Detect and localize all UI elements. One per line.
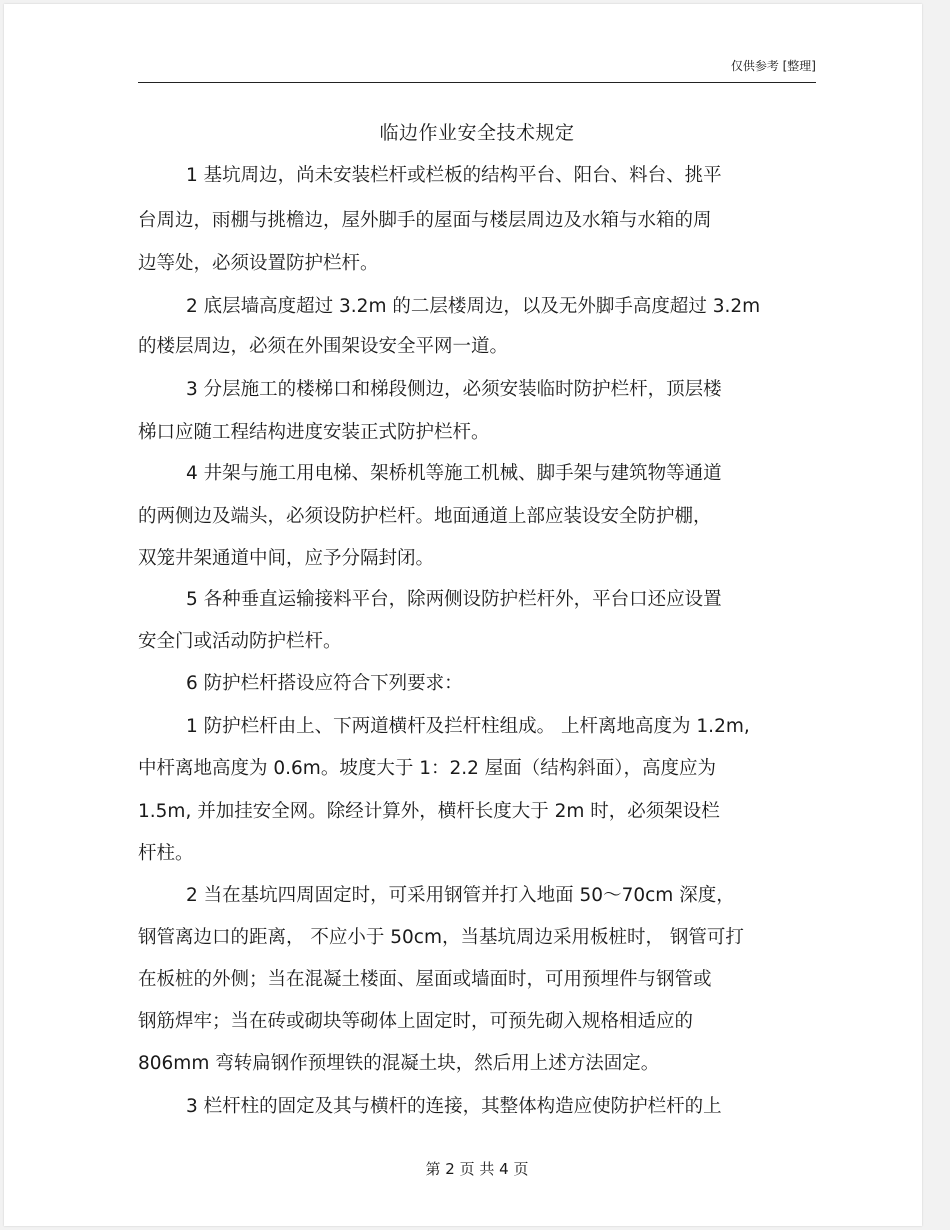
body-line: 3 栏杆柱的固定及其与横杆的连接，其整体构造应使防护栏杆的上 xyxy=(186,1096,722,1117)
body-line: 1.5m, 并加挂安全网。除经计算外，横杆长度大于 2m 时，必须架设栏 xyxy=(138,801,720,822)
body-line: 的楼层周边，必须在外围架设安全平网一道。 xyxy=(138,336,509,357)
body-line: 梯口应随工程结构进度安装正式防护栏杆。 xyxy=(138,422,490,443)
body-line: 双笼井架通道中间，应予分隔封闭。 xyxy=(138,548,435,569)
body-line: 3 分层施工的楼梯口和梯段侧边，必须安装临时防护栏杆，顶层楼 xyxy=(186,379,722,400)
body-line: 1 基坑周边，尚未安装栏杆或栏板的结构平台、阳台、料台、挑平 xyxy=(186,165,722,186)
body-line: 的两侧边及端头，必须设防护栏杆。地面通道上部应装设安全防护棚， xyxy=(138,506,712,527)
body-line: 边等处，必须设置防护栏杆。 xyxy=(138,253,379,274)
body-line: 钢筋焊牢；当在砖或砌块等砌体上固定时，可预先砌入规格相适应的 xyxy=(138,1011,694,1032)
body-line: 2 底层墙高度超过 3.2m 的二层楼周边，以及无外脚手高度超过 3.2m xyxy=(186,296,761,317)
body-line: 钢管离边口的距离， 不应小于 50cm，当基坑周边采用板桩时， 钢管可打 xyxy=(138,927,744,948)
body-line: 台周边，雨棚与挑檐边，屋外脚手的屋面与楼层周边及水箱与水箱的周 xyxy=(138,210,712,231)
body-line: 806mm 弯转扁钢作预埋铁的混凝土块，然后用上述方法固定。 xyxy=(138,1053,660,1074)
page-number-label: 第 2 页 共 4 页 xyxy=(425,1160,529,1178)
header-note: 仅供参考 [整理] xyxy=(730,59,816,73)
body-line: 杆柱。 xyxy=(138,843,194,864)
body-line: 5 各种垂直运输接料平台，除两侧设防护栏杆外，平台口还应设置 xyxy=(186,589,722,610)
document-title: 临边作业安全技术规定 xyxy=(379,122,575,144)
body-line: 中杆离地高度为 0.6m。坡度大于 1：2.2 屋面（结构斜面），高度应为 xyxy=(138,758,717,779)
page-header xyxy=(138,56,816,83)
page-footer xyxy=(138,1159,816,1179)
body-line: 1 防护栏杆由上、下两道横杆及拦杆柱组成。 上杆离地高度为 1.2m, xyxy=(186,716,750,737)
body-line: 2 当在基坑四周固定时，可采用钢管并打入地面 50～70cm 深度， xyxy=(186,885,735,906)
body-line: 4 井架与施工用电梯、架桥机等施工机械、脚手架与建筑物等通道 xyxy=(186,463,722,484)
document-page xyxy=(4,4,922,1226)
body-line: 6 防护栏杆搭设应符合下列要求： xyxy=(186,673,463,694)
body-line: 安全门或活动防护栏杆。 xyxy=(138,631,342,652)
body-line: 在板桩的外侧；当在混凝土楼面、屋面或墙面时，可用预埋件与钢管或 xyxy=(138,969,712,990)
